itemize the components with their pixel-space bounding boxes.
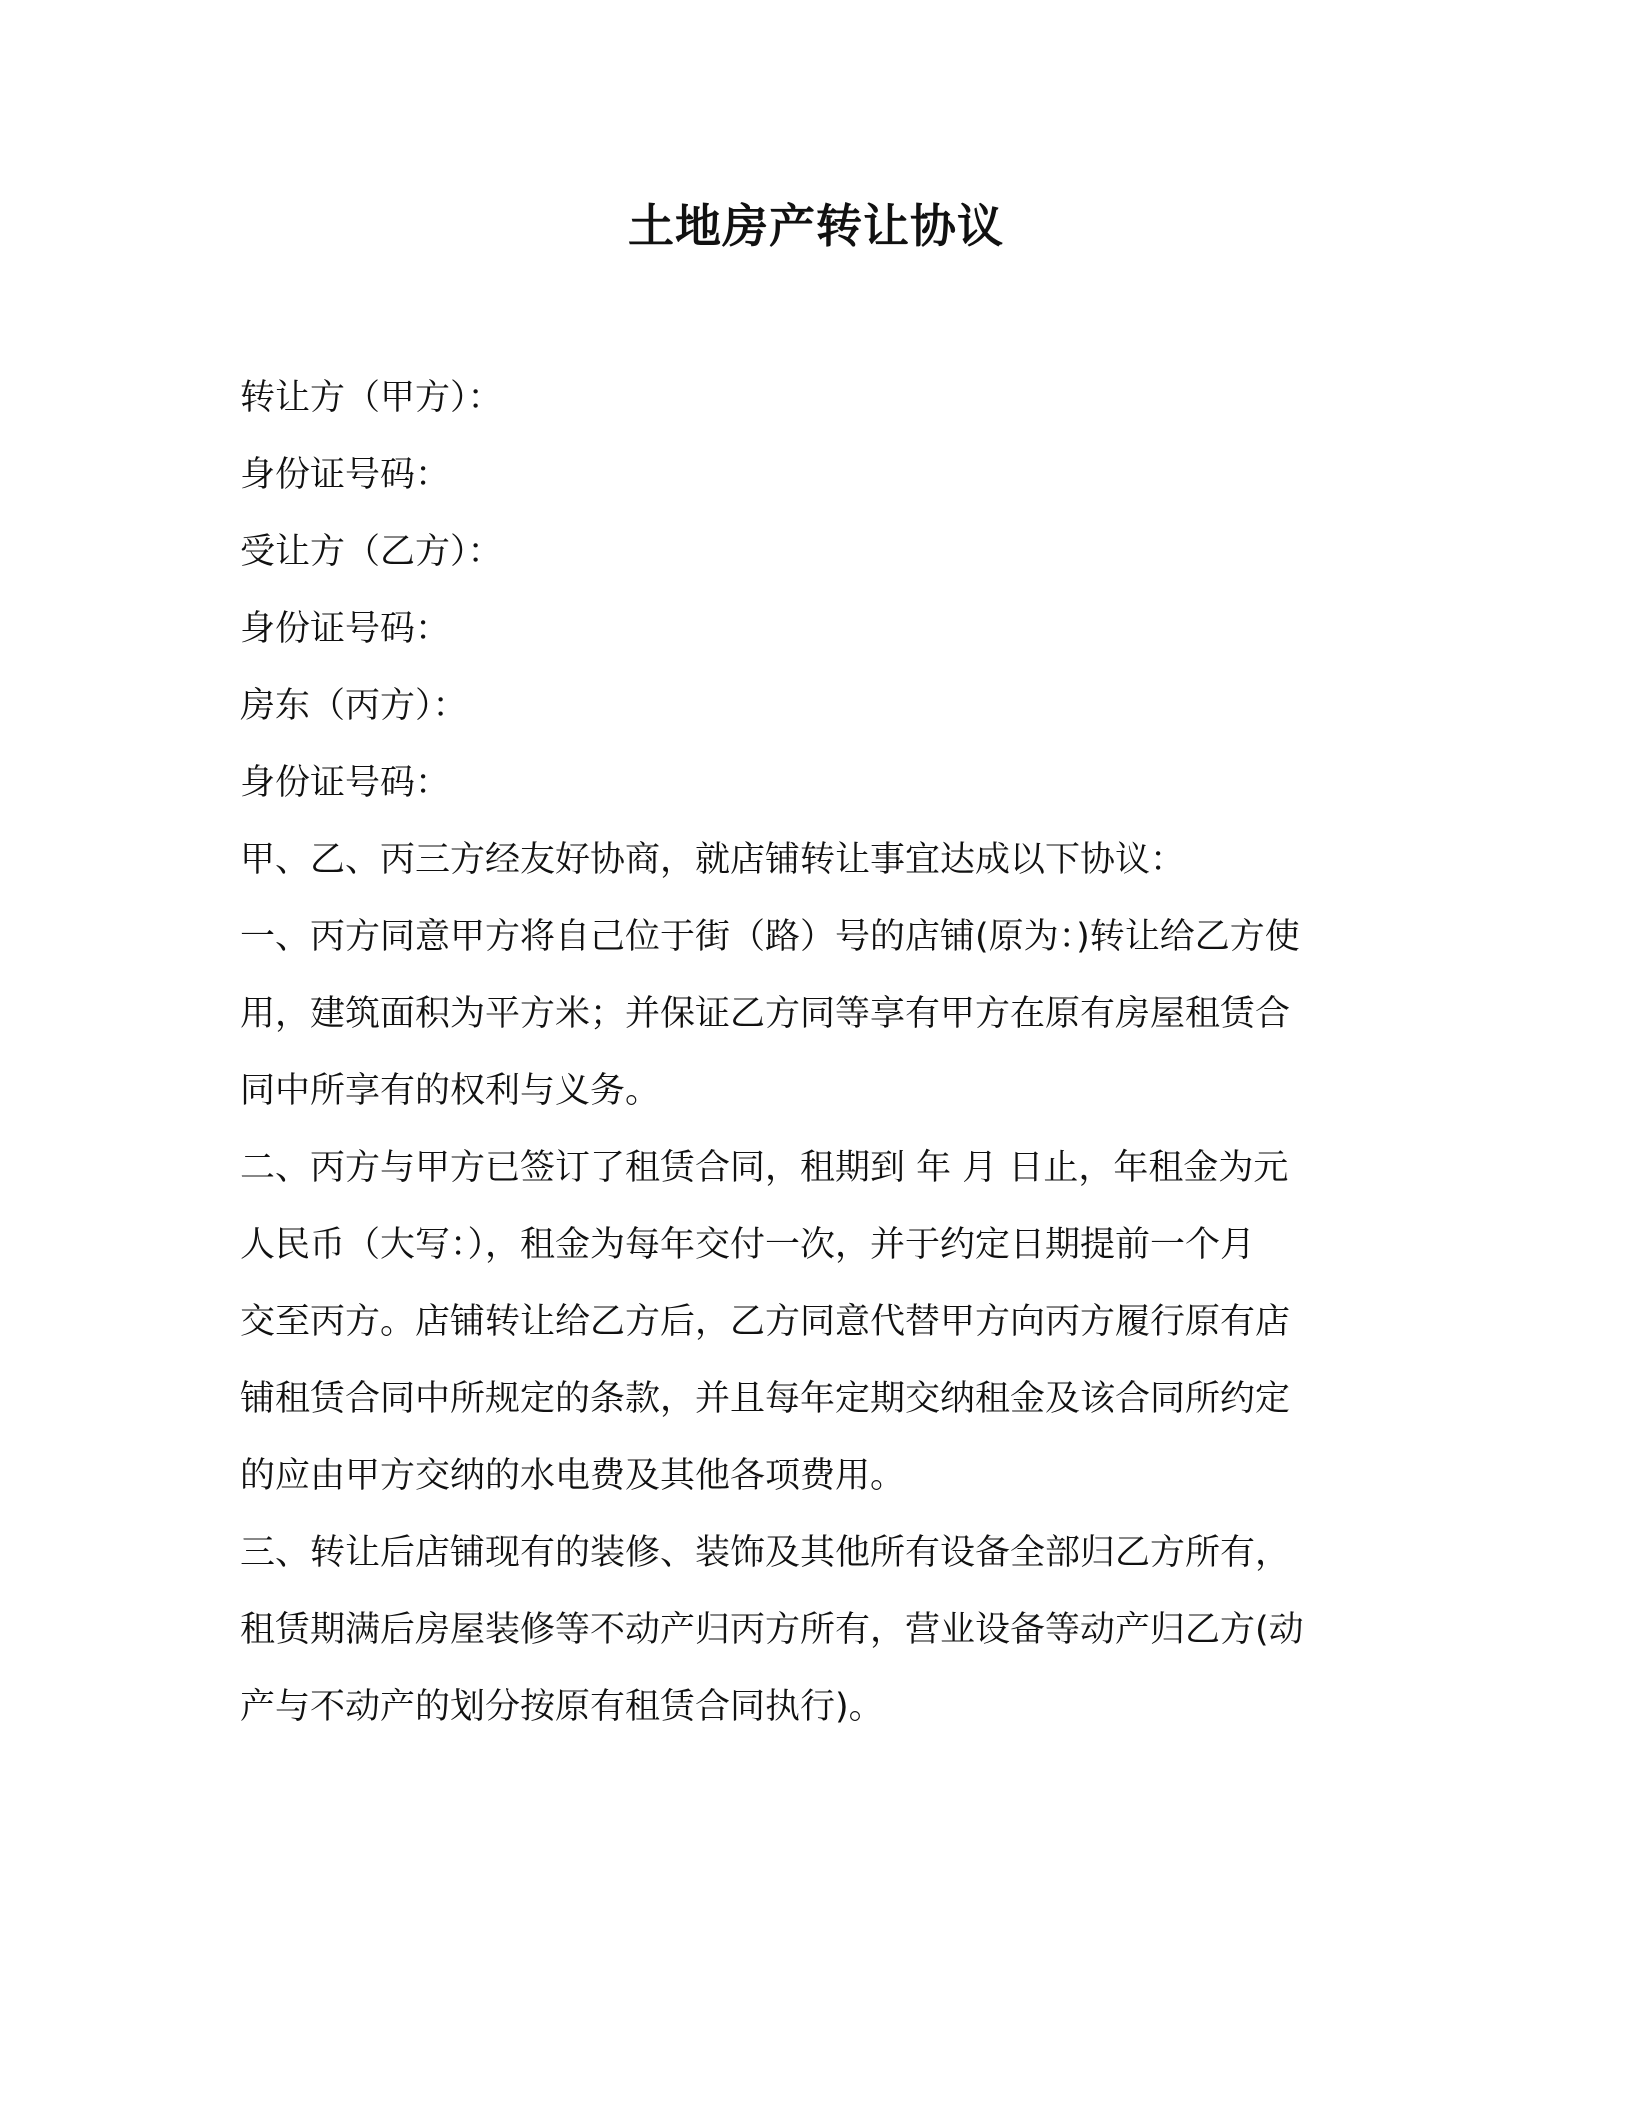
party-c-label: 房东（丙方）：: [240, 686, 468, 726]
party-b-id-label: 身份证号码：: [240, 609, 451, 649]
clause-2-line-3: 交至丙方。店铺转让给乙方后，乙方同意代替甲方向丙方履行原有店: [240, 1302, 1291, 1342]
document-title: 土地房产转让协议: [628, 199, 1004, 253]
clause-3-line-3: 产与不动产的划分按原有租赁合同执行)。: [240, 1687, 884, 1727]
party-a-label: 转让方（甲方）：: [240, 378, 503, 418]
party-b-label: 受让方（乙方）：: [240, 532, 503, 572]
clause-3-line-2: 租赁期满后房屋装修等不动产归丙方所有，营业设备等动产归乙方(动: [240, 1610, 1304, 1650]
clause-3-line-1: 三、转让后店铺现有的装修、装饰及其他所有设备全部归乙方所有，: [240, 1533, 1291, 1573]
party-a-id-label: 身份证号码：: [240, 455, 451, 495]
clause-1-line-2: 用，建筑面积为平方米；并保证乙方同等享有甲方在原有房屋租赁合: [240, 994, 1291, 1034]
clause-2-line-5: 的应由甲方交纳的水电费及其他各项费用。: [240, 1456, 906, 1496]
clause-2-line-2: 人民币（大写：），租金为每年交付一次，并于约定日期提前一个月: [240, 1225, 1256, 1265]
clause-2-line-4: 铺租赁合同中所规定的条款，并且每年定期交纳租金及该合同所约定: [240, 1379, 1291, 1419]
clause-2-line-1: 二、丙方与甲方已签订了租赁合同，租期到 年 月 日止，年租金为元: [240, 1148, 1289, 1188]
document-body: [240, 360, 1400, 1746]
clause-1-line-1: 一、丙方同意甲方将自己位于街（路）号的店铺(原为：)转让给乙方使: [240, 917, 1300, 957]
party-c-id-label: 身份证号码：: [240, 763, 451, 803]
agreement-intro: 甲、乙、丙三方经友好协商，就店铺转让事宜达成以下协议：: [240, 840, 1186, 880]
clause-1-line-3: 同中所享有的权利与义务。: [240, 1071, 661, 1111]
